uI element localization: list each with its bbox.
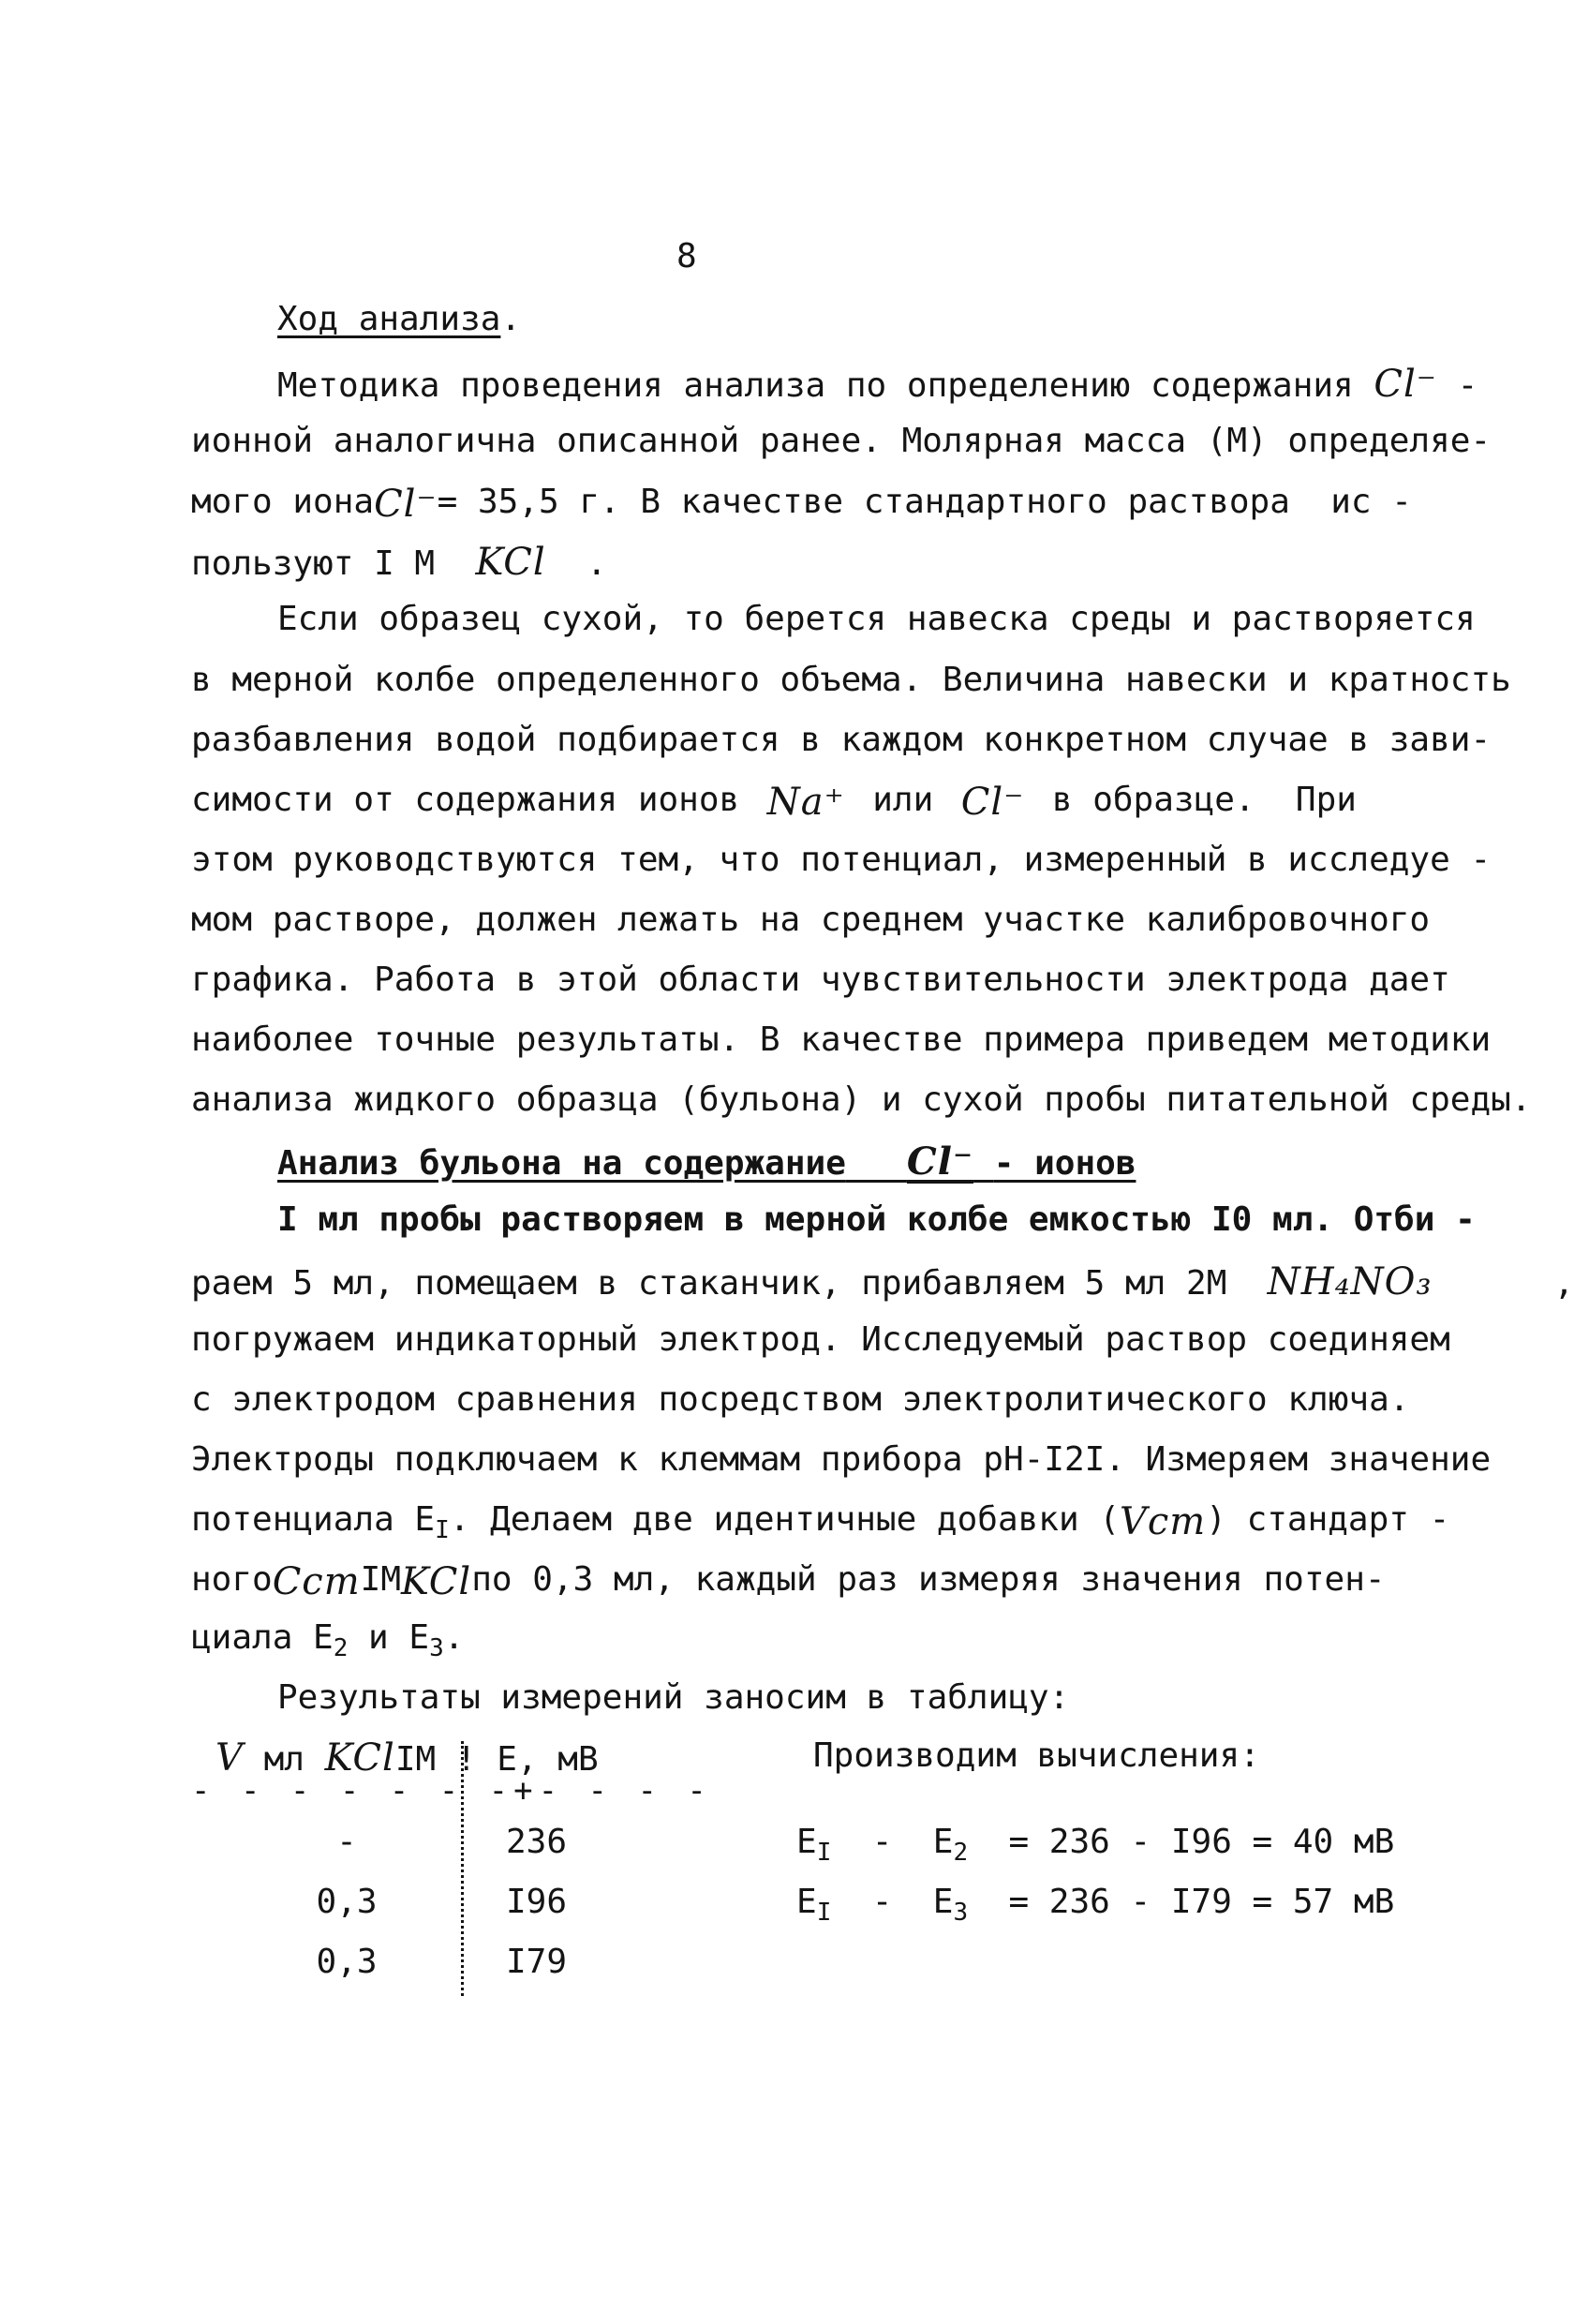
- para3-line8: циала $E_2$ и $E_3$.: [191, 1618, 465, 1662]
- para1-line1-text: Методика проведения анализа по определению содержания: [277, 366, 1354, 405]
- para2-line4-a: симости от содержания ионов: [191, 781, 740, 819]
- table-header: [215, 1736, 599, 1780]
- para3-line7-b: IМ: [360, 1560, 401, 1599]
- para2-line2: в мерной колбе определенного объема. Величина навески и кратность: [191, 661, 1511, 699]
- para3-line2: [191, 1260, 1574, 1304]
- heading-procedure-text: Ход анализа: [277, 300, 501, 338]
- calculation-row-1: $E_I - E_2 = 236 - I96 = 40$ мВ: [796, 1823, 1395, 1867]
- para3-line5: Электроды подключаем к клеммам прибора рН-I2I. Измеряем значение: [191, 1440, 1492, 1479]
- para2-line9: анализа жидкого образца (бульона) и сухой пробы питательной среды.: [191, 1080, 1532, 1119]
- table-header-ml: мл: [263, 1740, 304, 1779]
- table-header-v: V: [215, 1736, 244, 1780]
- para3-line6-c: ) стандарт -: [1206, 1500, 1450, 1539]
- para2-line5: этом руководствуются тем, что потенциал, измеренный в исследуе -: [191, 841, 1492, 879]
- kcl-formula: KCl: [475, 541, 546, 584]
- results-intro: Результаты измерений заносим в таблицу:: [277, 1678, 1070, 1717]
- para3-line2-a: раем 5 мл, помещаем в стаканчик, прибавляем 5 мл 2М: [191, 1264, 1227, 1303]
- para1-line1: [277, 363, 1478, 406]
- para1-line3: [191, 483, 1412, 526]
- table-header-im: IМ: [394, 1740, 437, 1779]
- table-cell-volume: 0,3: [316, 1943, 378, 1981]
- sodium-formula: Na⁺: [766, 781, 845, 824]
- heading-procedure-dot: .: [500, 300, 522, 338]
- heading-procedure: [277, 300, 522, 338]
- standard-concentration-formula: Cст: [272, 1560, 361, 1603]
- para2-line4-b: в образце. При: [1051, 781, 1357, 819]
- para3-line2-b: ,: [1553, 1264, 1574, 1303]
- table-header-e: E, мВ: [497, 1740, 599, 1779]
- chloride-formula: Cl⁻: [960, 781, 1025, 824]
- heading-broth-a: Анализ бульона на содержание: [277, 1144, 846, 1183]
- chloride-formula: Cl⁻: [374, 483, 438, 526]
- added-volume-formula: Vст: [1120, 1500, 1207, 1543]
- para2-line1: Если образец сухой, то берется навеска среды и растворяется: [277, 600, 1476, 638]
- para3-line1: I мл пробы растворяем в мерной колбе емкостью I0 мл. Отби -: [277, 1200, 1476, 1239]
- para3-line7-c: по 0,3 мл, каждый раз измеряя значения потен-: [471, 1560, 1386, 1599]
- para2-line7: графика. Работа в этой области чувствительности электрода дает: [191, 961, 1450, 999]
- para3-line6: [191, 1500, 1450, 1544]
- para1-line4-b: .: [587, 544, 607, 583]
- calculation-row-2: $E_I - E_3 = 236 - I79 = 57$ мВ: [796, 1883, 1395, 1927]
- chloride-formula: Cl⁻: [1374, 363, 1437, 406]
- table-header-rule: - - - - - - -+- - - -: [191, 1772, 712, 1810]
- para1-line3-a: мого иона: [191, 483, 375, 521]
- table-header-kcl: KCl: [324, 1736, 395, 1780]
- para1-line4: [191, 541, 607, 584]
- table-cell-volume: 0,3: [316, 1883, 378, 1921]
- para2-line3: разбавления водой подбирается в каждом конкретном случае в зави-: [191, 721, 1492, 759]
- para2-line4-mid: или: [872, 781, 934, 819]
- para2-line6: мом растворе, должен лежать на среднем участке калибровочного: [191, 901, 1431, 939]
- table-cell-volume: -: [336, 1823, 357, 1861]
- para1-line3-b: = 35,5 г. В качестве стандартного раствора ис -: [437, 483, 1412, 521]
- heading-broth-b: - ионов: [993, 1144, 1136, 1183]
- chloride-formula: Cl⁻: [906, 1140, 974, 1184]
- para3-line4: с электродом сравнения посредством электролитического ключа.: [191, 1380, 1410, 1419]
- para3-line7: [191, 1560, 1386, 1603]
- kcl-formula: KCl: [401, 1560, 472, 1603]
- table-cell-potential: I96: [506, 1883, 568, 1921]
- para1-line4-a: пользуют I М: [191, 544, 436, 583]
- table-cell-potential: I79: [506, 1943, 568, 1981]
- calculations-title: Производим вычисления:: [813, 1736, 1260, 1775]
- para2-line8: наиболее точные результаты. В качестве примера приведем методики: [191, 1020, 1492, 1059]
- para3-line7-a: ного: [191, 1560, 273, 1599]
- table-column-divider: [461, 1741, 464, 1996]
- ammonium-nitrate-formula: NH₄NO₃: [1267, 1260, 1433, 1304]
- heading-broth-analysis: [277, 1140, 1136, 1184]
- para2-line4: [191, 781, 1357, 824]
- para1-line2: ионной аналогична описанной ранее. Молярная масса (М) определяе-: [191, 422, 1492, 460]
- para3-line6-a: потенциала $E_I$. Делаем две идентичные добавки (: [191, 1500, 1120, 1544]
- page-number: 8: [676, 237, 697, 276]
- table-cell-potential: 236: [506, 1823, 568, 1861]
- para3-line3: погружаем индикаторный электрод. Исследуемый раствор соединяем: [191, 1320, 1450, 1359]
- para1-line1-tail: -: [1436, 366, 1478, 405]
- table-header-sep: !: [455, 1740, 477, 1779]
